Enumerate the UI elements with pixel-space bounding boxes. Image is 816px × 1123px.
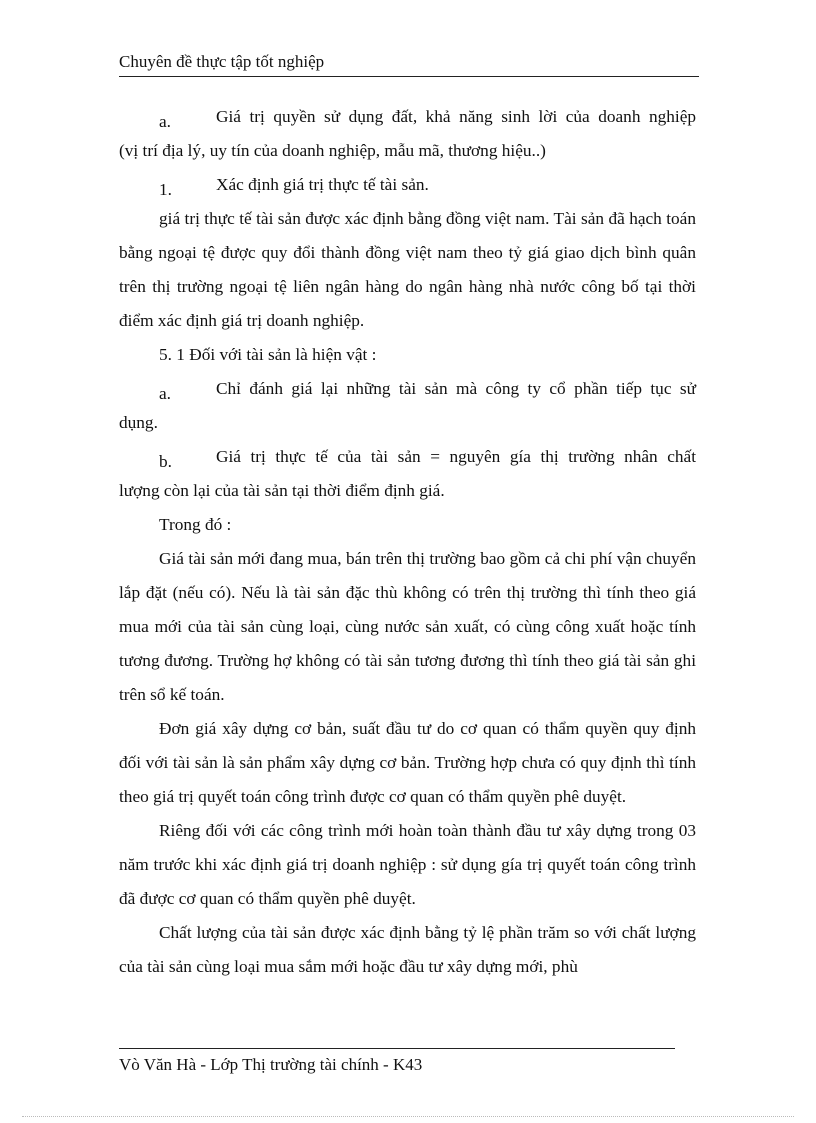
page-header: Chuyên đề thực tập tốt nghiệp (119, 50, 699, 77)
paragraph-unit-price: Đơn giá xây dựng cơ bản, suất đầu tư do cơ quan có thẩm quyền quy định đối với tài sản là sản phẩm xây dựng cơ bản. Trường hợp chưa có quy định thì tính theo giá trị quyết toán công trình được cơ quan có thẩm quyền phê duyệt. (119, 719, 696, 806)
page-footer: Vò Văn Hà - Lớp Thị trường tài chính - K43 (119, 1048, 675, 1076)
page-bottom-divider (22, 1116, 794, 1117)
list-text: Xác định giá trị thực tế tài sản. (216, 175, 429, 194)
list-text-continuation: (vị trí địa lý, uy tín của doanh nghiệp, mẫu mã, thương hiệu..) (119, 141, 546, 160)
paragraph-new-asset-price: Giá tài sản mới đang mua, bán trên thị trường bao gồm cả chi phí vận chuyển lắp đặt (nếu có). Nếu là tài sản đặc thù không có trên thị trường thì tính theo giá mua mới của tài sản cùng loại, cùng nước sản xuất, có cùng công xuất hoặc tính tương đương. Trường hợ không có tài sản tương đương thì tính theo giá tài sản ghi trên sổ kế toán. (119, 549, 696, 704)
list-text: Chỉ đánh giá lại những tài sản mà công ty cổ phần tiếp tục sử (216, 379, 696, 398)
list-text: Giá trị thực tế của tài sản = nguyên gía thị trường nhân chất (216, 447, 696, 466)
list-marker: b. (159, 452, 172, 471)
list-item-b-formula (119, 440, 696, 474)
paragraph-valuation: giá trị thực tế tài sản được xác định bằng đồng việt nam. Tài sản đã hạch toán bằng ngoại tệ được quy đổi thành đồng việt nam theo tỷ giá giao dịch bình quân trên thị trường ngoại tệ liên ngân hàng do ngân hàng nhà nước công bố tại thời điểm xác định giá trị doanh nghiệp. (119, 209, 696, 330)
list-item-1-actual-value (119, 168, 696, 202)
list-text-continuation: dụng. (119, 413, 158, 432)
trong-do-label: Trong đó : (159, 515, 232, 534)
paragraph-quality: Chất lượng của tài sản được xác định bằng tỷ lệ phần trăm so với chất lượng của tài sản cùng loại mua sắm mới hoặc đầu tư xây dựng mới, phù (119, 923, 696, 976)
list-marker: 1. (159, 180, 172, 199)
paragraph-new-works: Riêng đối với các công trình mới hoàn toàn thành đầu tư xây dựng trong 03 năm trước khi xác định giá trị doanh nghiệp : sử dụng gía trị quyết toán công trình đã được cơ quan có thẩm quyền phê duyệt. (119, 821, 696, 908)
list-marker: a. (159, 384, 171, 403)
list-marker: a. (159, 112, 171, 131)
document-body (119, 100, 696, 984)
list-item-a-land-use (119, 100, 696, 134)
list-item-a-reassess (119, 372, 696, 406)
section-heading-5-1: 5. 1 Đối với tài sản là hiện vật : (159, 345, 377, 364)
list-text-continuation: lượng còn lại của tài sản tại thời điểm định giá. (119, 481, 445, 500)
list-text: Giá trị quyền sử dụng đất, khả năng sinh lời của doanh nghiệp (216, 107, 696, 126)
